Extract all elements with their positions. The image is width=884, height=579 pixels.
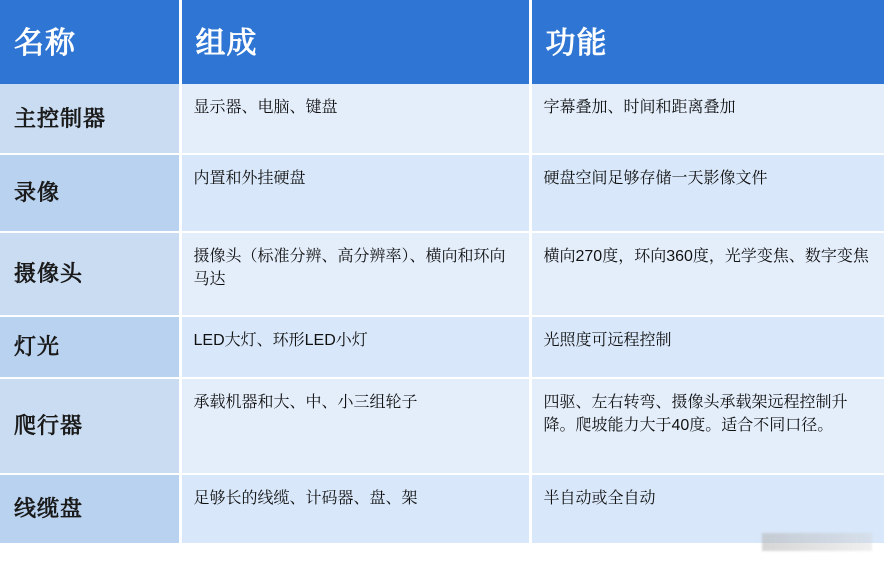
row-name: 摄像头 xyxy=(0,232,180,316)
table-row xyxy=(0,316,884,378)
column-header-function: 功能 xyxy=(530,0,884,84)
column-header-name: 名称 xyxy=(0,0,180,84)
row-composition: 显示器、电脑、键盘 xyxy=(180,84,530,154)
header-row xyxy=(0,0,884,84)
row-composition: 足够长的线缆、计码器、盘、架 xyxy=(180,474,530,544)
row-function: 硬盘空间足够存储一天影像文件 xyxy=(530,154,884,232)
row-name: 录像 xyxy=(0,154,180,232)
table-row xyxy=(0,232,884,316)
row-name: 线缆盘 xyxy=(0,474,180,544)
row-name: 主控制器 xyxy=(0,84,180,154)
row-function: 横向270度，环向360度，光学变焦、数字变焦 xyxy=(530,232,884,316)
row-composition: LED大灯、环形LED小灯 xyxy=(180,316,530,378)
table-row xyxy=(0,474,884,544)
table-header xyxy=(0,0,884,84)
table-body xyxy=(0,84,884,544)
table-row xyxy=(0,84,884,154)
column-header-composition: 组成 xyxy=(180,0,530,84)
row-composition: 摄像头（标准分辨、高分辨率）、横向和环向马达 xyxy=(180,232,530,316)
row-function: 光照度可远程控制 xyxy=(530,316,884,378)
row-function: 四驱、左右转弯、摄像头承载架远程控制升降。爬坡能力大于40度。适合不同口径。 xyxy=(530,378,884,474)
row-function: 半自动或全自动 xyxy=(530,474,884,544)
table-row xyxy=(0,378,884,474)
row-composition: 承载机器和大、中、小三组轮子 xyxy=(180,378,530,474)
row-name: 灯光 xyxy=(0,316,180,378)
table-row xyxy=(0,154,884,232)
row-composition: 内置和外挂硬盘 xyxy=(180,154,530,232)
row-name: 爬行器 xyxy=(0,378,180,474)
row-function: 字幕叠加、时间和距离叠加 xyxy=(530,84,884,154)
